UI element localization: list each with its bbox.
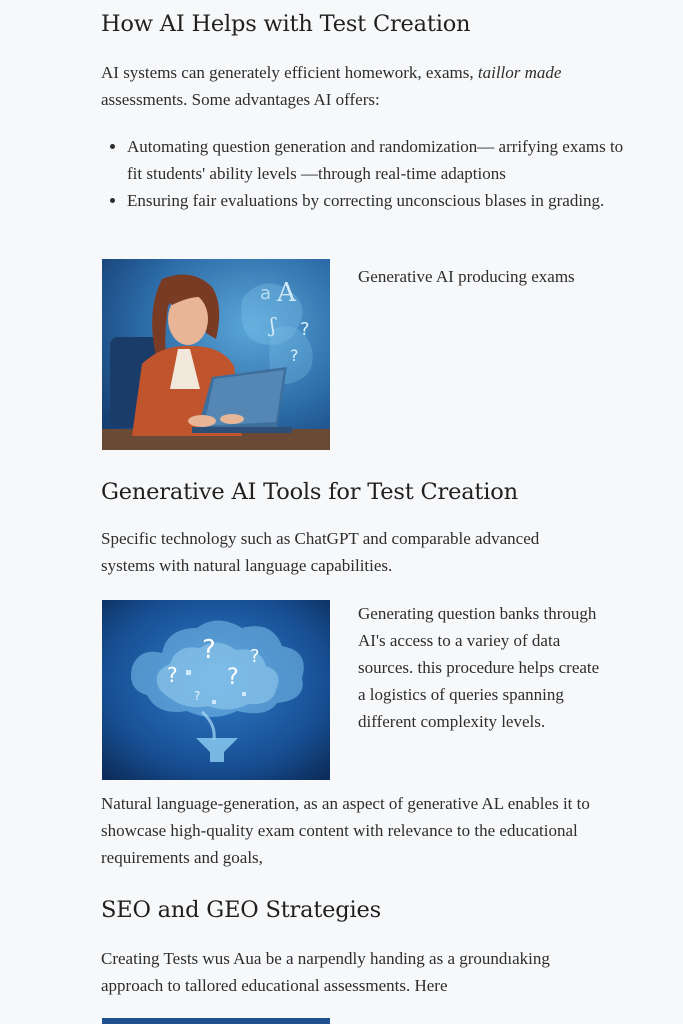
section1-intro-emphasis: taillor made xyxy=(477,63,562,82)
list-item: • Ensuring fair evaluations by correcting unconscious blases in grading. xyxy=(127,187,627,214)
section-heading-seo-geo: SEO and GEO Strategies xyxy=(101,897,381,923)
section2-paragraph: Natural language-generation, as an aspect of generative AL enables it to showcase high-quality exam content with relevance to the educational requirements and goals, xyxy=(101,794,590,867)
svg-text:ʃ: ʃ xyxy=(270,313,276,337)
svg-text:?: ? xyxy=(202,635,216,665)
svg-text:?: ? xyxy=(167,663,178,687)
section-heading-test-creation: How AI Helps with Test Creation xyxy=(101,11,471,37)
section3-intro: Creating Tests wus Aua be a narpendly handing as a groundıaking approach to tallored educational assessments. Here xyxy=(101,949,550,995)
seo-image xyxy=(102,1018,330,1024)
section-heading-ai-tools: Generative AI Tools for Test Creation xyxy=(101,479,518,505)
svg-text:?: ? xyxy=(227,665,239,690)
question-cloud-image xyxy=(102,600,330,780)
section1-intro-text-a: AI systems can generately efficient homework, exams, xyxy=(101,63,474,82)
svg-text:?: ? xyxy=(290,346,299,365)
svg-text:a: a xyxy=(260,283,272,304)
advantages-list xyxy=(101,133,627,214)
svg-text:?: ? xyxy=(250,646,260,667)
svg-text:?: ? xyxy=(194,689,201,703)
section1-intro xyxy=(101,59,621,113)
image-caption-question-banks: Generating question banks through AI's access to a variey of data sources. this procedure helps create a logistics of queries spanning different complexity levels. xyxy=(358,604,600,731)
woman-laptop-image xyxy=(102,259,330,450)
svg-text:A: A xyxy=(277,278,296,308)
section2-intro: Specific technology such as ChatGPT and comparable advanced systems with natural language capabilities. xyxy=(101,529,540,575)
section1-intro-text-b: assessments. Some advantages AI offers: xyxy=(101,90,380,109)
list-item: • Automating question generation and randomization— arrifying exams to fit students' ability levels —through real-time adaptions xyxy=(127,133,627,187)
svg-text:?: ? xyxy=(300,319,310,340)
image-caption-exams: Generative AI producing exams xyxy=(358,267,575,286)
